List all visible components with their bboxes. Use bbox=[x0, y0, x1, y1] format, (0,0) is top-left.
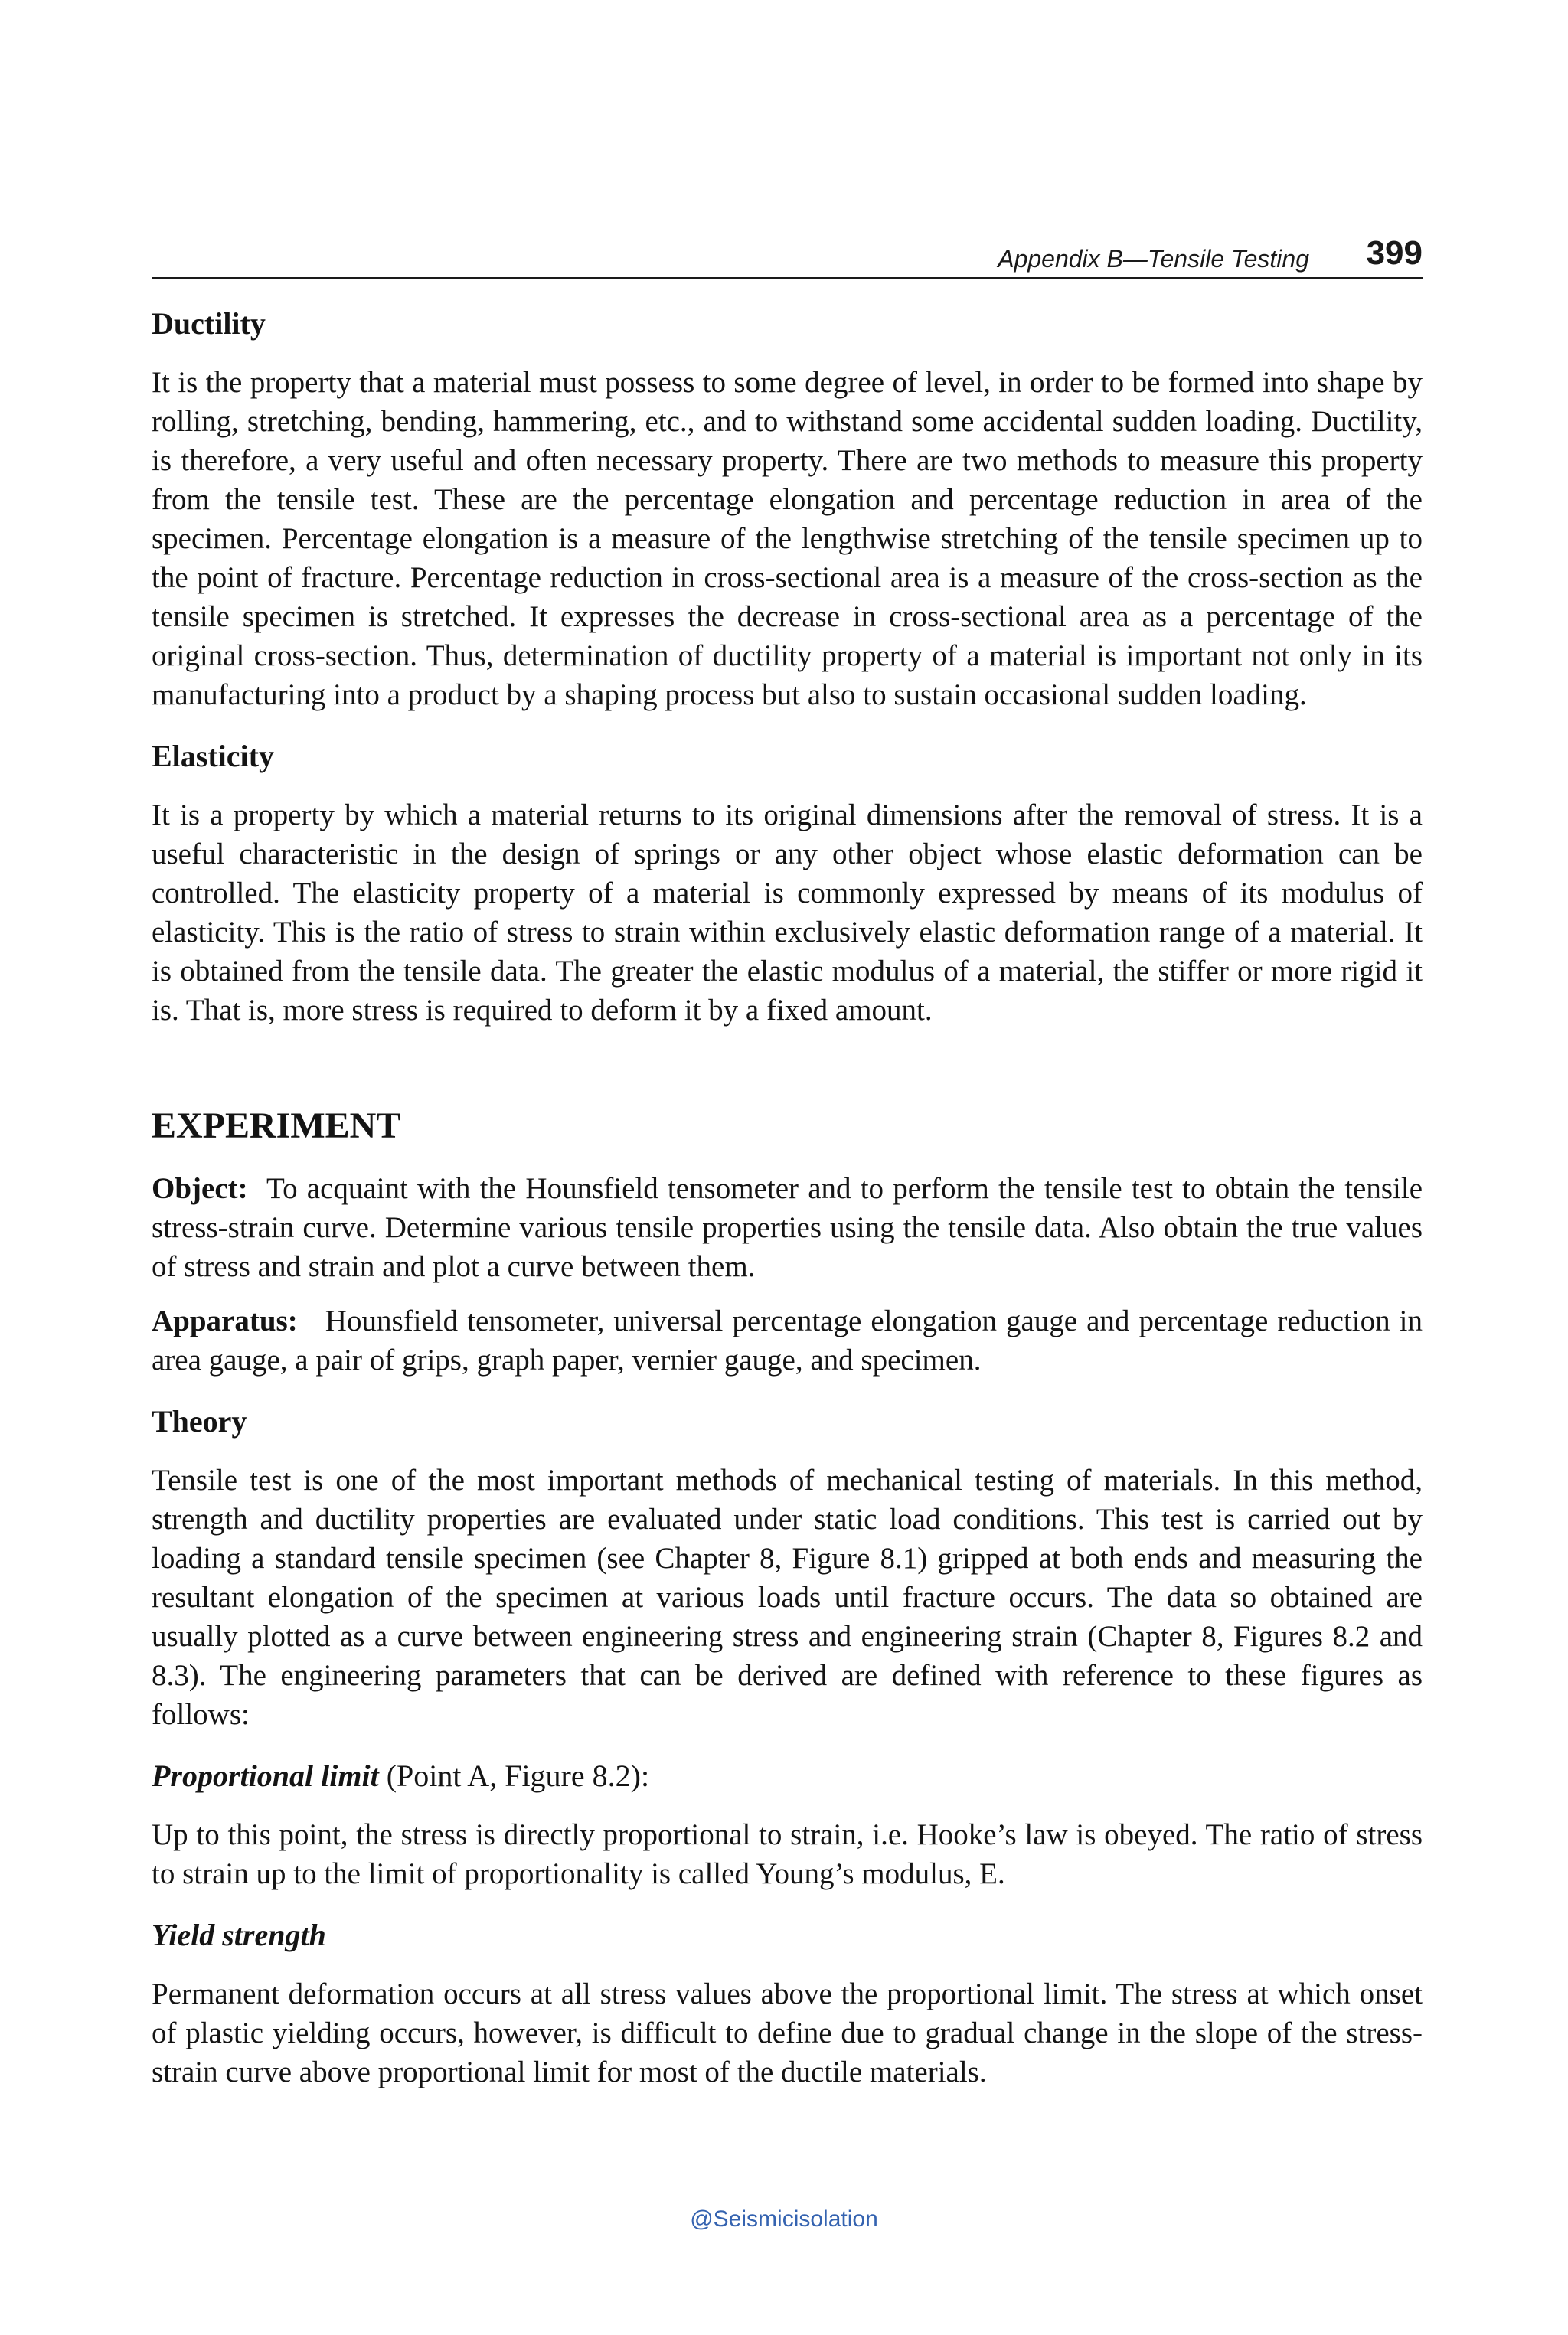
proportional-limit-ref: (Point A, Figure 8.2): bbox=[386, 1759, 650, 1793]
proportional-limit-title: Proportional limit bbox=[152, 1759, 379, 1793]
theory-heading: Theory bbox=[152, 1404, 247, 1439]
ductility-paragraph: It is the property that a material must possess to some degree of level, in order to be formed into shape by rolling, stretching, bending, hammering, etc., and to withstand some accidental sudden loading. Ductility, is therefore, a very useful and often necessary property. There are two methods to measure this property from the tensile test. These are the percentage elongation and percentage reduction in area of the specimen. Percentage elongation is a measure of the lengthwise stretching of the tensile specimen up to the point of fracture. Percentage reduction in cross-sectional area is a measure of the cross-section as the tensile specimen is stretched. It expresses the decrease in cross-sectional area as a percentage of the original cross-section. Thus, determination of ductility property of a material is important not only in its manufacturing into a product by a shaping process but also to sustain occasional sudden loading. bbox=[152, 366, 1423, 711]
experiment-heading: EXPERIMENT bbox=[152, 1105, 401, 1146]
running-title: Appendix B—Tensile Testing bbox=[998, 245, 1309, 273]
apparatus-paragraph bbox=[152, 1301, 1423, 1380]
elasticity-heading: Elasticity bbox=[152, 739, 274, 773]
page-number: 399 bbox=[1366, 234, 1423, 272]
apparatus-text: Hounsfield tensometer, universal percentage elongation gauge and percentage reduction in area gauge, a pair of grips, graph paper, vernier gauge, and specimen. bbox=[152, 1305, 1423, 1377]
yield-strength-paragraph: Permanent deformation occurs at all stress values above the proportional limit. The stress at which onset of plastic yielding occurs, however, is difficult to define due to gradual change in the slope of the stress-strain curve above proportional limit for most of the ductile materials. bbox=[152, 1977, 1423, 2088]
object-label: Object: bbox=[152, 1172, 248, 1205]
object-text: To acquaint with the Hounsfield tensometer and to perform the tensile test to obtain the tensile stress-strain curve. Determine various tensile properties using the tensile data. Also obtain the true values of stress and strain and plot a curve between them. bbox=[152, 1172, 1423, 1283]
yield-strength-heading: Yield strength bbox=[152, 1918, 326, 1952]
proportional-limit-paragraph: Up to this point, the stress is directly proportional to strain, i.e. Hooke’s law is obeyed. The ratio of stress to strain up to the limit of proportionality is called Young’s modulus, E. bbox=[152, 1818, 1423, 1890]
watermark-text: @Seismicisolation bbox=[690, 2206, 878, 2232]
apparatus-label: Apparatus: bbox=[152, 1305, 298, 1337]
page-header bbox=[152, 224, 1423, 279]
proportional-limit-heading bbox=[152, 1757, 1423, 1795]
object-paragraph bbox=[152, 1169, 1423, 1286]
elasticity-paragraph: It is a property by which a material returns to its original dimensions after the removal of stress. It is a useful characteristic in the design of springs or any other object whose elastic deformation can be controlled. The elasticity property of a material is commonly expressed by means of its modulus of elasticity. This is the ratio of stress to strain within exclusively elastic deformation range of a material. It is obtained from the tensile data. The greater the elastic modulus of a material, the stiffer or more rigid it is. That is, more stress is required to deform it by a fixed amount. bbox=[152, 798, 1423, 1027]
page-content bbox=[152, 305, 1423, 2092]
ductility-heading: Ductility bbox=[152, 306, 266, 341]
theory-paragraph: Tensile test is one of the most important methods of mechanical testing of materials. In this method, strength and ductility properties are evaluated under static load conditions. This test is carried out by loading a standard tensile specimen (see Chapter 8, Figure 8.1) gripped at both ends and measuring the resultant elongation of the specimen at various loads until fracture occurs. The data so obtained are usually plotted as a curve between engineering stress and engineering strain (Chapter 8, Figures 8.2 and 8.3). The engineering parameters that can be derived are defined with reference to these figures as follows: bbox=[152, 1464, 1423, 1731]
